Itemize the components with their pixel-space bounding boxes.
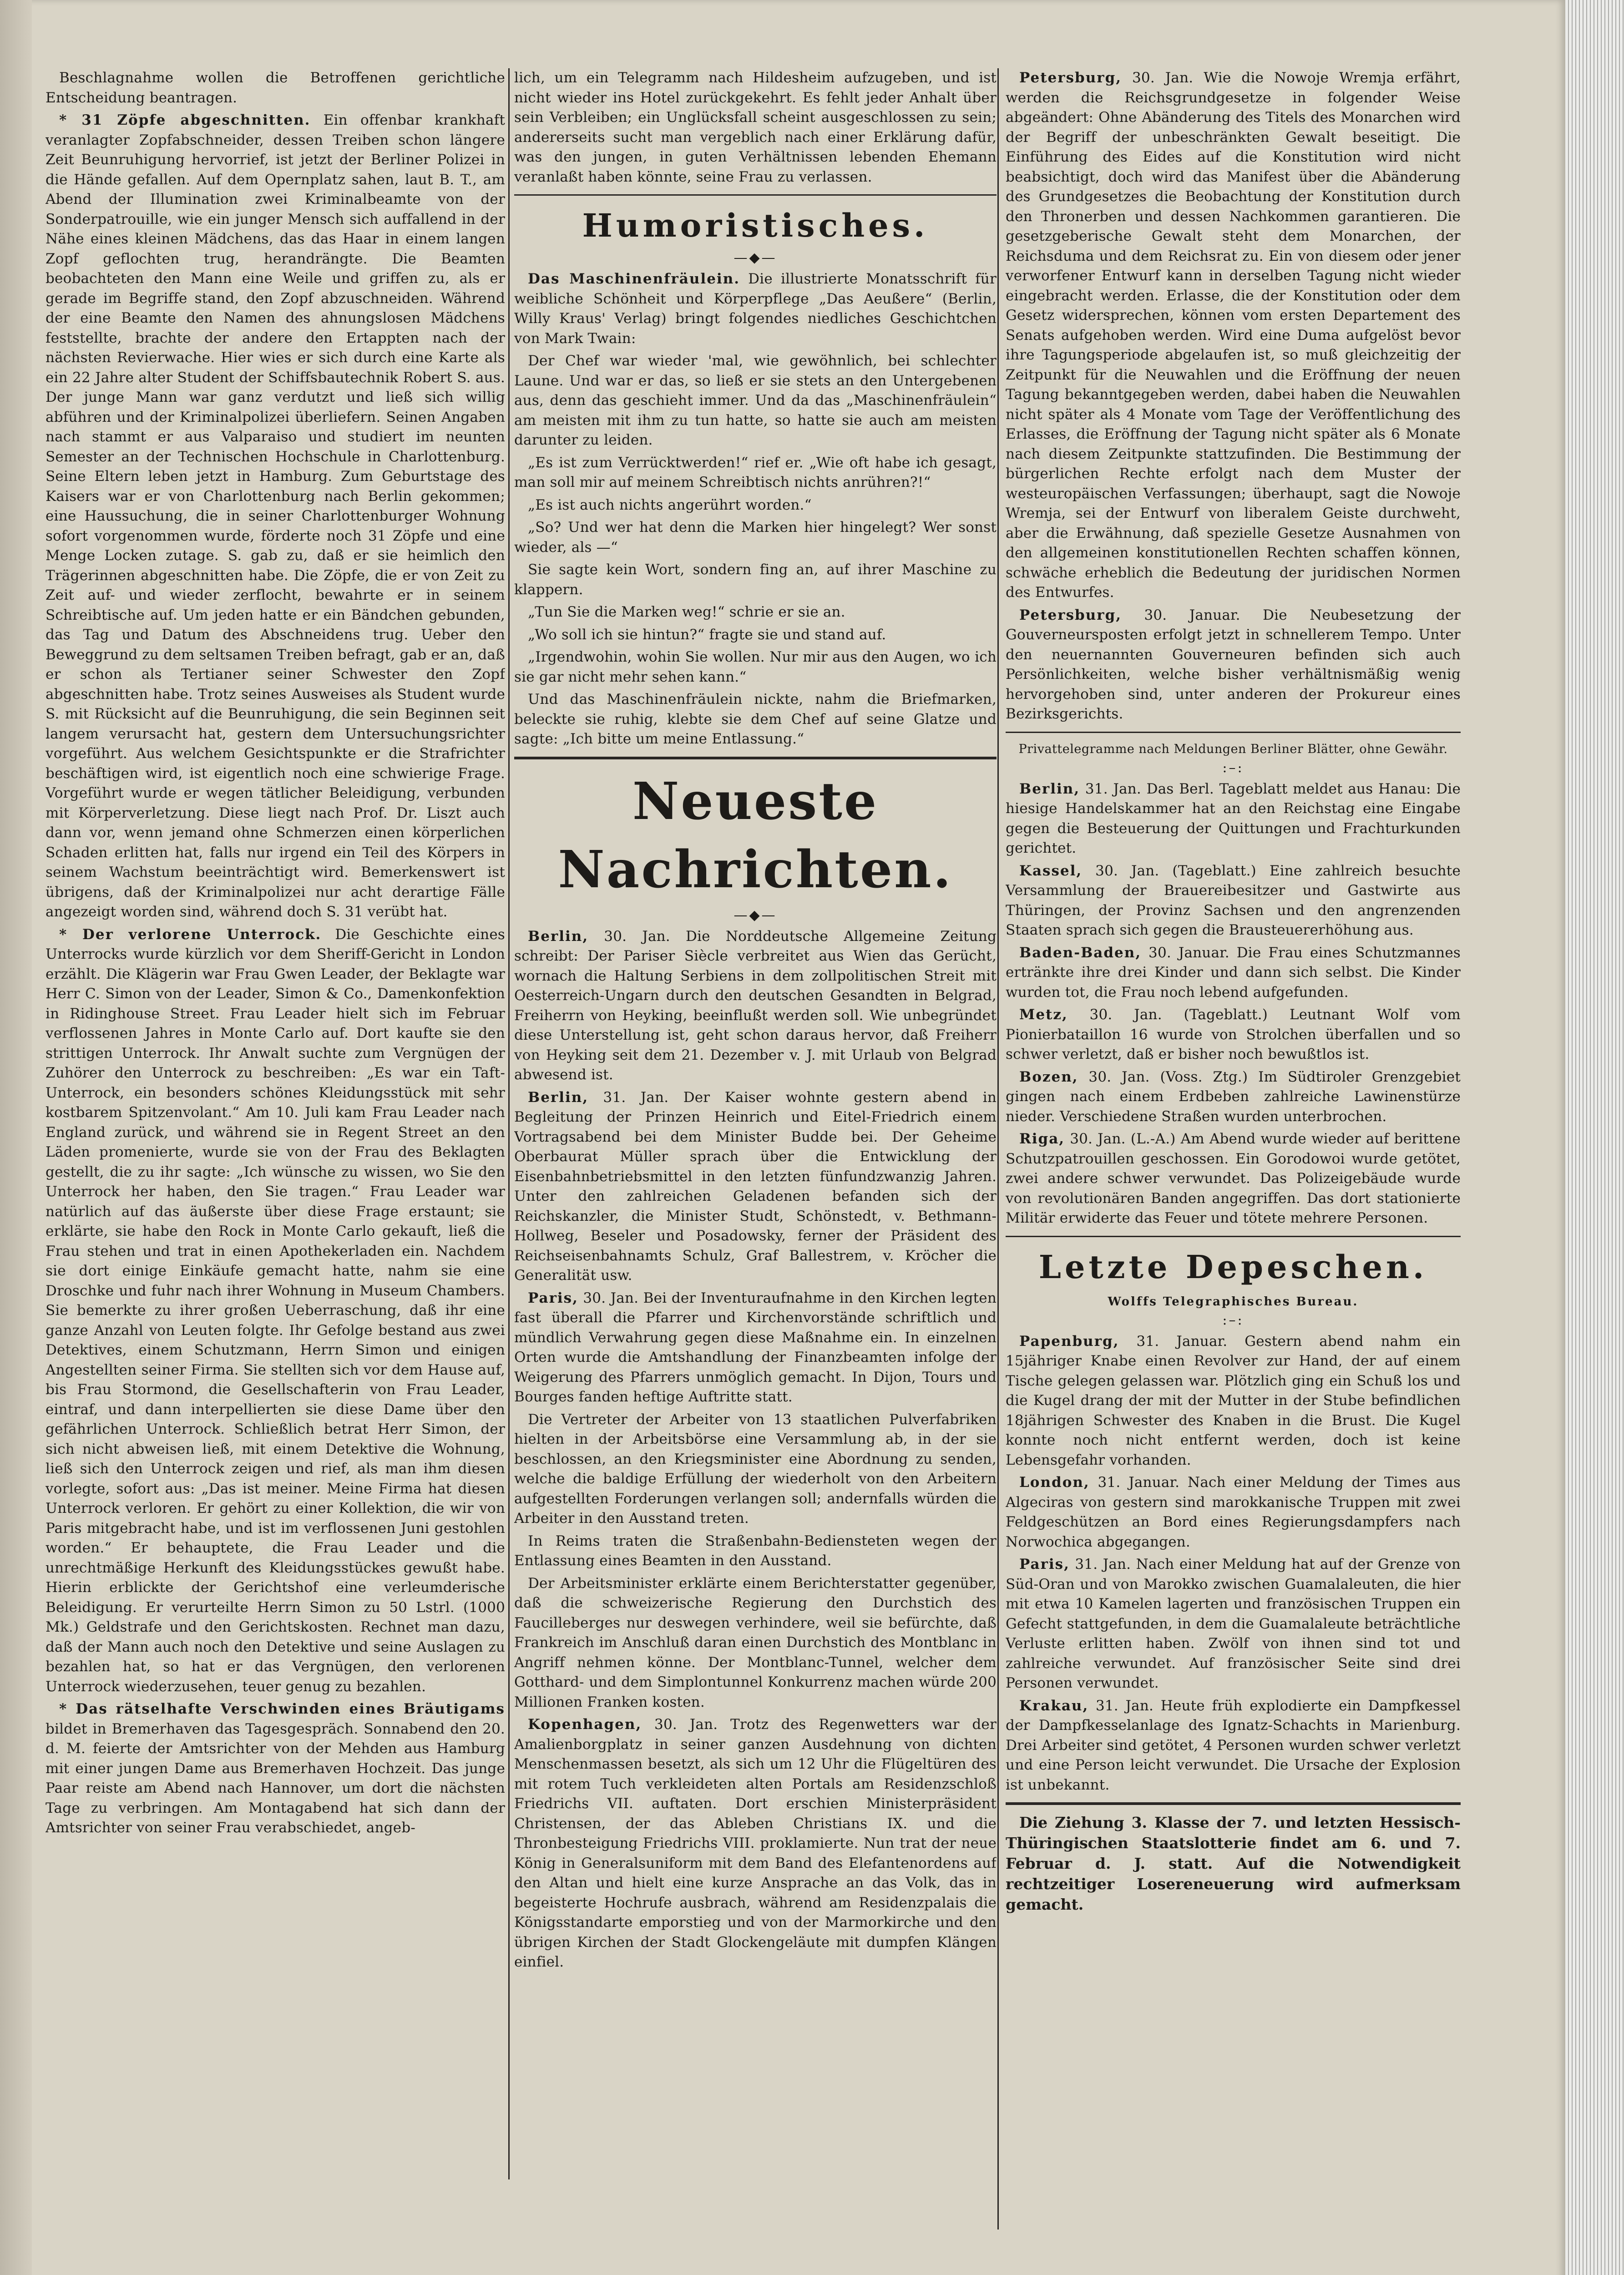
section-rule (1006, 1802, 1461, 1805)
lottery-notice: Die Ziehung 3. Klasse der 7. und letzten Hessisch-Thüringischen Staatslotterie findet am 6. und 7. Februar d. J. statt. Auf die Notwendigkeit rechtzeitiger Losereneuerung wird aufmerksam gemacht. (1006, 1814, 1461, 1913)
article-paragraph (514, 927, 997, 1085)
article-paragraph (514, 1574, 997, 1713)
article-paragraph (1006, 68, 1461, 603)
article-paragraph (514, 625, 997, 645)
article-paragraph (514, 1289, 997, 1407)
article-dateline: * 31 Zöpfe abgeschnitten. (59, 112, 311, 128)
article-paragraph (514, 690, 997, 749)
article-text: Die Vertreter der Arbeiter von 13 staatlichen Pulverfabriken hielten in der Arbeitsbörse eine Versammlung ab, in der sie beschlossen, an den Kriegsminister eine Abordnung zu senden, welche die baldige Erfüllung der wiederholt von den Arbeitern aufgestellten Forderungen verlangen soll; andernfalls würden die Arbeiter in den Ausstand treten. (514, 1411, 997, 1527)
article-dateline: Das Maschinenfräulein. (528, 271, 740, 287)
article-text: In Reims traten die Straßenbahn-Bediensteten wegen der Entlassung eines Beamten in den Ausstand. (514, 1532, 997, 1569)
article-paragraph (1006, 779, 1461, 859)
heading-ornament: —◆— (734, 250, 777, 266)
heading-ornament: —◆— (734, 907, 777, 923)
article-text: „Tun Sie die Marken weg!“ schrie er sie an. (528, 604, 845, 620)
article-text: 30. Jan. (L.-A.) Am Abend wurde wieder auf berittene Schutzpatrouillen geschossen. Ein Gorodowoi wurde getötet, zwei andere schwer verwundet. Das Polizeigebäude wurde von revolutionären Banden angegriffen. Das dort stationierte Militär erwiderte das Feuer und tötete mehrere Personen. (1006, 1131, 1461, 1226)
article-dateline: Petersburg, (1019, 70, 1122, 86)
article-paragraph (514, 351, 997, 450)
article-paragraph (1006, 943, 1461, 1003)
article-text: 30. Jan. Bei der Inventuraufnahme in den Kirchen legten fast überall die Pfarrer und Kirchenvorstände schriftlich und mündlich Verwahrung gegen diese Maßnahme ein. In einzelnen Orten wurde die Amtshandlung der Finanzbeamten infolge der Weigerung des Pfarrers unmöglich gemacht. In Dijon, Tours und Bourges fanden heftige Auftritte statt. (514, 1289, 997, 1405)
news-section (514, 927, 997, 1972)
article-text: 31. Jan. Der Kaiser wohnte gestern abend in Begleitung der Prinzen Heinrich und Eitel-Friedrich einem Vortragsabend bei dem Minister Budde bei. Der Geheime Oberbaurat Müller sprach über die Entwicklung der Eisenbahnbetriebsmittel in den letzten fünfundzwanzig Jahren. Unter den zahlreichen Geladenen befanden sich der Reichskanzler, die Minister Studt, Schönstedt, v. Bethmann-Hollweg, Beseler und Posadowsky, ferner der Präsident des Reichseisenbahnamts Schulz, Graf Ballestrem, v. Kröcher die Generalität usw. (514, 1089, 997, 1284)
article-paragraph (1006, 1555, 1461, 1694)
section-heading-private-telegrams: Privattelegramme nach Meldungen Berliner Blätter, ohne Gewähr. (1018, 742, 1448, 756)
article-text: 31. Jan. Heute früh explodierte ein Dampfkessel der Dampfkesselanlage des Ignatz-Schachts in Marienburg. Drei Arbeiter sind getötet, 4 Personen wurden schwer verletzt und eine Person leicht verwundet. Die Ursache der Explosion ist unbekannt. (1006, 1697, 1461, 1793)
article-text: „Irgendwohin, wohin Sie wollen. Nur mir aus den Augen, wo ich sie gar nicht mehr sehen kann.“ (514, 649, 997, 685)
article-text: 31. Jan. Das Berl. Tageblatt meldet aus Hanau: Die hiesige Handelskammer hat an den Reichstag eine Eingabe gegen die Besteuerung der Quittungen und Frachturkunden gerichtet. (1006, 780, 1461, 856)
column-left (46, 68, 505, 2275)
article-paragraph (46, 925, 505, 1697)
article-paragraph (46, 68, 505, 108)
private-telegrams-section (1006, 779, 1461, 1228)
article-text: Und das Maschinenfräulein nickte, nahm die Briefmarken, beleckte sie ruhig, klebte sie dem Chef auf seine Glatze und sagte: „Ich bitte um meine Entlassung.“ (514, 691, 997, 747)
article-text: 30. Januar. Die Neubesetzung der Gouverneursposten erfolgt jetzt in schnellerem Tempo. Unter den neuernannten Gouverneuren befinden sich auch Persönlichkeiten, welche bisher verhältnismäßig wenig hervorgehoben sind, unter anderen der Prokureur eines Bezirksgerichts. (1006, 607, 1461, 722)
article-text: 30. Jan. Trotz des Regenwetters war der Amalienborgplatz in seiner ganzen Ausdehnung von dichten Menschenmassen besetzt, als sich um 12 Uhr die Flügeltüren des mit rotem Tuch verkleideten alten Portals am Residenzschloß Friedrichs VII. auftaten. Dort erschien Ministerpräsident Christensen, der das Ableben Christians IX. und die Thronbesteigung Friedrichs VIII. proklamierte. Nun trat der neue König in Generalsuniform mit dem Band des Elefantenordens auf den Altan und hielt eine kurze Ansprache an das Volk, das in begeisterte Hochrufe ausbrach, während am Residenzpalais die Königsstandarte emporstieg und von der Marmorkirche und den übrigen Kirchen der Stadt Glockengeläute mit dumpfen Klängen einfiel. (514, 1716, 997, 1970)
column-right (1006, 68, 1461, 2275)
news-continued (1006, 68, 1461, 724)
heading-ornament: :–: (1222, 759, 1244, 776)
article-text: Der Chef war wieder 'mal, wie gewöhnlich, bei schlechter Laune. Und war er das, so ließ er sie stets an den Untergebenen aus, denn das geschieht immer. Und da das „Maschinenfräulein“ am meisten mit ihm zu tun hatte, so hatte sie auch am meisten darunter zu leiden. (514, 353, 997, 448)
article-text: 31. Jan. Nach einer Meldung hat auf der Grenze von Süd-Oran und von Marokko zwischen Guamalaleuten, die hier mit etwa 10 Kamelen lagerten und französischen Truppen ein Gefecht stattgefunden, in dem die Guamalaleute beträchtliche Verluste erlitten haben. Zwölf von ihnen sind tot und zahlreiche verwundet. Auf französischer Seite sind drei Personen verwundet. (1006, 1556, 1461, 1691)
article-paragraph (1006, 1473, 1461, 1552)
article-paragraph (1006, 1005, 1461, 1065)
article-dateline: Berlin, (528, 1089, 589, 1106)
article-text: Die Geschichte eines Unterrocks wurde kürzlich vor dem Sheriff-Gericht in London erzählt. Die Klägerin war Frau Gwen Leader, der Beklagte war Herr C. Simon von der Leader, Simon & Co., Damenkonfektion in Ridinghouse Street. Frau Leader hielt sich im Februar verflossenen Jahres in Monte Carlo auf. Dort kaufte sie den strittigen Unterrock. Ihr Anwalt suchte zum Vergnügen der Zuhörer den Unterrock zu beschreiben: „Es war ein Taft-Unterrock, ein besonders schönes Kleidungsstück mit sehr kostbarem Spitzenvolant.“ Am 10. Juli kam Frau Leader nach England zurück, und während sie in Regent Street an den Läden promenierte, wurde sie von der Frau des Beklagten gestellt, die zu ihr sagte: „Ich wünsche zu wissen, wo Sie den Unterrock her haben, den Sie tragen.“ Frau Leader war natürlich auf das äußerste über diese Frage erstaunt; sie erklärte, sie habe den Rock in Monte Carlo gekauft, ließ die Frau stehen und trat in einen Apothekerladen ein. Nachdem sie dort einige Einkäufe gemacht hatte, nahm sie eine Droschke und fuhr nach ihrer Wohnung in Museum Chambers. Sie bemerkte zu ihrer großen Ueberraschung, daß ihr eine ganze Anzahl von Leuten folgte. Ihr Gefolge bestand aus zwei Detektives, einem Schutzmann, Herrn Simon und einigen Angestellten seiner Firma. Sie stellten sich vor dem Hause auf, bis Frau Stormond, die Gesellschafterin von Frau Leader, eintraf, und dann interpellierten sie diese Dame über den gefährlichen Unterrock. Schließlich betrat Herr Simon, der sich nicht abweisen ließ, mit einem Detektive die Wohnung, ließ sich den Unterrock zeigen und rief, als man ihm diesen vorlegte, sofort aus: „Das ist meiner. Meine Firma hat diesen Unterrock verloren. Er gehört zu einer Kollektion, die wir von Paris mitgebracht habe, und ist im verflossenen Juni gestohlen worden.“ Er behauptete, die Frau Leader und die unrechtmäßige Herkunft des Kleidungsstückes gewußt habe. Hierin erblickte der Gerichtshof eine verleumderische Beleidigung. Er verurteilte Herrn Simon zu 50 Lstrl. (1000 Mk.) Geldstrafe und den Gerichtskosten. Rechnet man dazu, daß der Mann auch noch den Detektive und seine Auslagen zu bezahlen hat, so hat er das Vergnügen, den verlorenen Unterrock wiederzusehen, teuer genug zu bezahlen. (46, 926, 505, 1695)
section-rule (1006, 732, 1461, 733)
article-paragraph (46, 111, 505, 922)
article-dateline: * Das rätselhafte Verschwinden eines Bräutigams (59, 1701, 505, 1717)
article-text: Sie sagte kein Wort, sondern fing an, auf ihrer Maschine zu klappern. (514, 561, 997, 598)
article-paragraph (514, 1715, 997, 1972)
page-edges (1565, 0, 1624, 2275)
article-paragraph (514, 1532, 997, 1571)
article-dateline: Petersburg, (1019, 607, 1122, 623)
article-text: Beschlagnahme wollen die Betroffenen gerichtliche Entscheidung beantragen. (46, 70, 505, 106)
article-continuation: lich, um ein Telegramm nach Hildesheim aufzugeben, und ist nicht wieder ins Hotel zurückgekehrt. Es fehlt jeder Anhalt über sein Verbleiben; ein Unglücksfall scheint ausgeschlossen zu sein; andererseits sucht man vergeblich nach einer Erklärung dafür, was den jungen, in guten Verhältnissen lebenden Ehemann veranlaßt haben könnte, seine Frau zu verlassen. (514, 70, 997, 185)
article-paragraph (514, 1410, 997, 1529)
article-dateline: Baden-Baden, (1019, 944, 1142, 961)
column-middle (514, 68, 997, 2275)
article-text: 30. Jan. Wie die Nowoje Wremja erfährt, werden die Reichsgrundgesetze in folgender Weise abgeändert: Ohne Abänderung des Titels des Monarchen wird der Begriff der unbeschränkten Gewalt beseitigt. Die Einführung des Eides auf die Konstitution wird nicht beabsichtigt, doch wird das Manifest über die Abänderung des Grundgesetzes die Beobachtung der Konstitution durch den Thronerben und dessen Nachkommen garantieren. Die gesetzgeberische Gewalt steht dem Monarchen, der Reichsduma und dem Reichsrat zu. Ein von diesem oder jener verworfener Entwurf kann in derselben Tagung nicht wieder eingebracht werden. Erlasse, die der Konstitution oder dem Gesetz widersprechen, können vom ersten Departement des Senats aufgehoben werden. Wird eine Duma aufgelöst bevor ihre Tagungsperiode abgelaufen ist, so muß gleichzeitig der Zeitpunkt für die Neuwahlen und die Eröffnung der neuen Tagung bekanntgegeben werden, dabei haben die Neuwahlen nicht später als 4 Monate vom Tage der Veröffentlichung des Erlasses, die Eröffnung der Tagung nicht später als 6 Monate nach diesem Zeitpunkte stattzufinden. Die Bestimmung der bürgerlichen Rechte erfolgt nach dem Muster der westeuropäischen Verfassungen; überhaupt, sagt die Nowoje Wremja, sei der Entwurf von liberalem Geiste durchweht, aber die Erwähnung, daß spezielle Gesetze Ausnahmen von den allgemeinen konstitutionellen Rechten schaffen können, schwäche erheblich die Bedeutung der juridischen Normen des Entwurfes. (1006, 70, 1461, 601)
article-text: bildet in Bremerhaven das Tagesgespräch. Sonnabend den 20. d. M. feierte der Amtsrichter von der Mehden aus Hamburg mit einer jungen Dame aus Bremerhaven Hochzeit. Das junge Paar reiste am Abend nach Hannover, um dort die nächsten Tage zu verbringen. Am Montagabend hat sich dann der Amtsrichter von seiner Frau verabschiedet, angeb- (46, 1720, 505, 1836)
article-dateline: Paris, (1019, 1556, 1070, 1572)
article-text: 31. Januar. Gestern abend nahm ein 15jähriger Knabe einen Revolver zur Hand, der auf einem Tische gelegen gelassen war. Plötzlich ging ein Schuß los und die Kugel drang der mit der Mutter in der Stube befindlichen 18jährigen Schwester des Knaben in die Brust. Die Kugel konnte noch nicht entfernt werden, doch ist keine Lebensgefahr vorhanden. (1006, 1333, 1461, 1468)
article-dateline: Kassel, (1019, 862, 1083, 879)
article-paragraph (514, 602, 997, 622)
article-dateline: Berlin, (528, 928, 589, 945)
article-paragraph (514, 518, 997, 557)
article-dateline: Papenburg, (1019, 1333, 1119, 1350)
article-dateline: Krakau, (1019, 1697, 1089, 1714)
heading-ornament: :–: (1222, 1312, 1244, 1328)
article-paragraph (514, 560, 997, 600)
article-dateline: Riga, (1019, 1131, 1065, 1147)
article-paragraph (514, 453, 997, 493)
article-paragraph (1006, 1696, 1461, 1795)
article-dateline: Metz, (1019, 1006, 1068, 1023)
humor-section (514, 269, 997, 749)
article-text: Ein offenbar krankhaft veranlagter Zopfabschneider, dessen Treiben schon längere Zeit Beunruhigung hervorrief, ist jetzt der Berliner Polizei in die Hände gefallen. Auf dem Opernplatz sahen, laut B. T., am Abend der Illumination zwei Kriminalbeamte von der Sonderpatrouille, wie ein junger Mensch sich auffallend in der Nähe eines kleinen Mädchens, das das Haar in einem langen Zopf geflochten trug, herandrängte. Die Beamten beobachteten den Mann eine Weile und griffen zu, als er gerade im Begriffe stand, den Zopf abzuschneiden. Während der eine Beamte den Namen des ahnungslosen Mädchens feststellte, brachte der andere den Ertappten nach der nächsten Revierwache. Hier wies er sich durch eine Karte als ein 22 Jahre alter Student der Schiffsbautechnik Robert S. aus. Der junge Mann war ganz verdutzt und ließ sich willig abführen und der Kriminalpolizei überliefern. Seinen Angaben nach stammt er aus Valparaiso und studiert im neunten Semester an der Technischen Hochschule in Charlottenburg. Seine Eltern leben jetzt in Hamburg. Zum Geburtstage des Kaisers war er von Charlottenburg nach Berlin gekommen; eine Haussuchung, die in seiner Charlottenburger Wohnung sofort vorgenommen wurde, förderte noch 31 Zöpfe und eine Menge Locken zutage. S. gab zu, daß er sie heimlich den Trägerinnen abgeschnitten habe. Die Zöpfe, die er von Zeit zu Zeit auf- und wieder zerflocht, bewahrte er in seinem Schreibtische auf. Um jeden hatte er ein Bändchen gebunden, das Tag und Datum des Abschneidens trug. Ueber den Beweggrund zu dem seltsamen Treiben befragt, gab er an, daß er schon als Tertianer seiner Schwester den Zopf abgeschnitten habe. Trotz seines Ausweises als Student wurde S. mit Rücksicht auf die Beunruhigung, die sein Beginnen seit langem verursacht hat, gestern dem Untersuchungsrichter vorgeführt. Aus welchem Gesichtspunkte er die Strafrichter beschäftigen wird, ist eigentlich noch eine schwierige Frage. Vorgeführt wurde er wegen tätlicher Beleidigung, verbunden mit Körperverletzung. Diese liegt nach Prof. Dr. Liszt auch dann vor, wenn jemand ohne Schmerzen einen körperlichen Schaden erlitten hat, falls nur irgend ein Teil des Körpers in seinem Wachstum beeinträchtigt wird. Bemerkenswert ist übrigens, daß der Kriminalpolizei nur acht derartige Fälle angezeigt worden sind, während doch S. 31 verübt hat. (46, 112, 505, 920)
article-text: „So? Und wer hat denn die Marken hier hingelegt? Wer sonst wieder, als —“ (514, 519, 997, 556)
section-subheading-wolff: Wolffs Telegraphisches Bureau. (1108, 1294, 1359, 1309)
article-paragraph (1006, 1332, 1461, 1471)
article-text: Der Arbeitsminister erklärte einem Berichterstatter gegenüber, daß die schweizerische Regierung den Durchstich des Faucilleberges nur deswegen verhindere, weil sie befürchte, daß Frankreich im Anschluß daran einen Durchstich des Montblanc in Angriff nehmen könne. Der Montblanc-Tunnel, welcher dem Gotthard- und dem Simplontunnel Konkurrenz machen würde 200 Millionen Franken kosten. (514, 1575, 997, 1710)
article-text: Die illustrierte Monatsschrift für weibliche Schönheit und Körperpflege „Das Aeußere“ (Berlin, Willy Kraus' Verlag) bringt folgendes niedliches Geschichtchen von Mark Twain: (514, 271, 997, 347)
article-dateline: * Der verlorene Unterrock. (59, 926, 322, 943)
article-text: 30. Jan. (Voss. Ztg.) Im Südtiroler Grenzgebiet gingen nach einem Erdbeben zahlreiche Lawinenstürze nieder. Verschiedene Straßen wurden unterbrochen. (1006, 1068, 1461, 1125)
article-text: 30. Jan. Die Norddeutsche Allgemeine Zeitung schreibt: Der Pariser Siècle verbreitet aus Wien das Gerücht, wornach die Haltung Serbiens in dem zollpolitischen Streit mit Oesterreich-Ungarn durch den deutschen Gesandten in Belgrad, Freiherrn von Heyking, beeinflußt werden soll. Wie unbegründet diese Unterstellung ist, geht schon daraus hervor, daß Freiherr von Heyking seit dem 21. Dezember v. J. mit Urlaub von Belgrad abwesend ist. (514, 928, 997, 1083)
article-text: „Es ist auch nichts angerührt worden.“ (528, 496, 812, 513)
article-paragraph (1006, 1067, 1461, 1127)
article-text: 31. Januar. Nach einer Meldung der Times aus Algeciras von gestern sind marokkanische Truppen mit zwei Feldgeschützen an Bord eines Regierungsdampfers nach Norwochica abgegangen. (1006, 1474, 1461, 1550)
article-dateline: Kopenhagen, (528, 1716, 642, 1733)
article-paragraph (1006, 606, 1461, 724)
article-text: 30. Jan. (Tageblatt.) Eine zahlreich besuchte Versammlung der Brauereibesitzer und Gastwirte aus Thüringen, der Provinz Sachsen und den angrenzenden Staaten sprach sich gegen die Brausteuererhöhung aus. (1006, 862, 1461, 938)
last-dispatches-section (1006, 1332, 1461, 1795)
article-dateline: Bozen, (1019, 1068, 1078, 1085)
column-rule (508, 68, 510, 2179)
article-dateline: Berlin, (1019, 780, 1080, 797)
article-paragraph (514, 495, 997, 516)
section-heading-last-dispatches: Letzte Depeschen. (1038, 1248, 1428, 1286)
article-text: „Es ist zum Verrücktwerden!“ rief er. „Wie oft habe ich gesagt, man soll mir auf meinem Schreibtisch nichts anrühren?!“ (514, 454, 997, 490)
article-dateline: Paris, (528, 1289, 578, 1306)
article-paragraph (46, 1699, 505, 1838)
article-dateline: London, (1019, 1474, 1090, 1491)
binding-gutter (0, 0, 32, 2275)
article-text: 30. Januar. Die Frau eines Schutzmannes ertränkte ihre drei Kinder und dann sich selbst. Die Kinder wurden tot, die Frau noch lebend aufgefunden. (1006, 944, 1461, 1001)
section-heading-humor: Humoristisches. (582, 207, 929, 244)
article-paragraph (514, 1088, 997, 1286)
section-rule (514, 757, 997, 759)
article-text: „Wo soll ich sie hintun?“ fragte sie und stand auf. (528, 626, 886, 643)
article-paragraph (1006, 861, 1461, 940)
section-rule (514, 194, 997, 196)
article-paragraph (1006, 1129, 1461, 1228)
column-rule (997, 68, 999, 2230)
article-paragraph (514, 647, 997, 687)
section-rule (1006, 1236, 1461, 1237)
article-paragraph (514, 269, 997, 349)
section-heading-news: Neueste Nachrichten. (558, 771, 953, 900)
article-text: 30. Jan. (Tageblatt.) Leutnant Wolf vom Pionierbataillon 16 wurde von Strolchen überfallen und so schwer verletzt, daß er bisher noch bewußtlos ist. (1006, 1006, 1461, 1062)
